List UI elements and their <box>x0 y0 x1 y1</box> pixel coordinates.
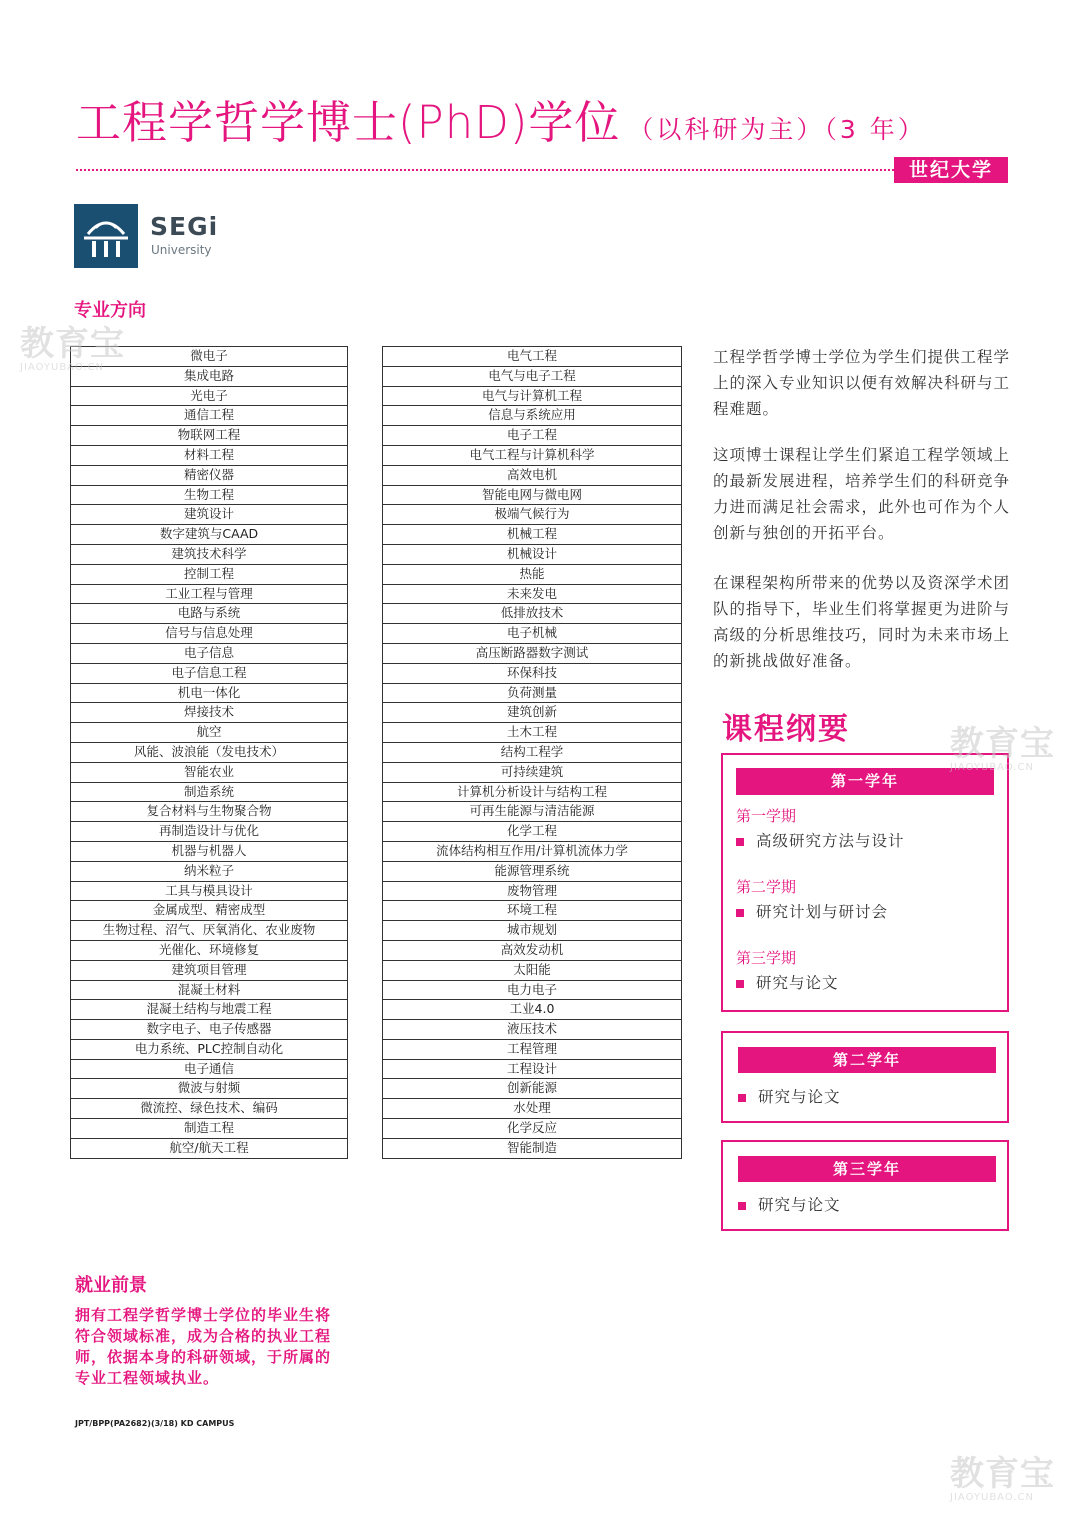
specialization-cell: 生物工程 <box>71 485 348 505</box>
specialization-cell: 可持续建筑 <box>383 762 682 782</box>
specialization-cell: 电气与电子工程 <box>383 366 682 386</box>
table-row <box>383 960 682 980</box>
specialization-cell: 航空 <box>71 723 348 743</box>
specialization-cell: 混凝土结构与地震工程 <box>71 1000 348 1020</box>
table-row <box>383 584 682 604</box>
table-row <box>71 940 348 960</box>
specialization-cell: 数字电子、电子传感器 <box>71 1020 348 1040</box>
specialization-cell: 智能电网与微电网 <box>383 485 682 505</box>
specialization-cell: 制造工程 <box>71 1119 348 1139</box>
table-row <box>383 465 682 485</box>
specialization-cell: 计算机分析设计与结构工程 <box>383 782 682 802</box>
specialization-cell: 机械工程 <box>383 525 682 545</box>
table-row <box>383 604 682 624</box>
logo-subtitle: University <box>151 243 212 257</box>
specialization-cell: 复合材料与生物聚合物 <box>71 802 348 822</box>
table-row <box>383 485 682 505</box>
specialization-cell: 高压断路器数字测试 <box>383 643 682 663</box>
specialization-cell: 控制工程 <box>71 564 348 584</box>
table-row <box>383 782 682 802</box>
table-row <box>71 406 348 426</box>
table-row <box>71 643 348 663</box>
title-main: 工程学哲学博士(PhD)学位 <box>76 96 621 149</box>
table-row <box>383 861 682 881</box>
specialization-cell: 再制造设计与优化 <box>71 822 348 842</box>
specialization-cell: 工具与模具设计 <box>71 881 348 901</box>
specialization-cell: 电力系统、PLC控制自动化 <box>71 1039 348 1059</box>
specialization-cell: 建筑项目管理 <box>71 960 348 980</box>
specialization-cell: 机器与机器人 <box>71 841 348 861</box>
specialization-cell: 太阳能 <box>383 960 682 980</box>
table-row <box>71 1099 348 1119</box>
table-row <box>383 1099 682 1119</box>
year-2-item <box>738 1085 841 1107</box>
term-3-item <box>736 971 839 993</box>
specialization-cell: 结构工程学 <box>383 742 682 762</box>
specialization-cell: 航空/航天工程 <box>71 1138 348 1158</box>
description-paragraph: 工程学哲学博士学位为学生们提供工程学上的深入专业知识以便有效解决科研与工程难题。 <box>713 348 1011 418</box>
table-row <box>383 1079 682 1099</box>
specialization-cell: 创新能源 <box>383 1079 682 1099</box>
table-row <box>383 1119 682 1139</box>
table-row <box>383 1020 682 1040</box>
year-1-box <box>721 753 1009 1012</box>
specialization-cell: 集成电路 <box>71 366 348 386</box>
specializations-table-left <box>70 346 348 1159</box>
specialization-cell: 电子通信 <box>71 1059 348 1079</box>
specialization-cell: 混凝土材料 <box>71 980 348 1000</box>
specialization-cell: 数字建筑与CAAD <box>71 525 348 545</box>
table-row <box>71 1020 348 1040</box>
specialization-cell: 电子工程 <box>383 426 682 446</box>
bullet-icon <box>738 1094 746 1102</box>
specialization-cell: 建筑技术科学 <box>71 544 348 564</box>
specialization-cell: 未来发电 <box>383 584 682 604</box>
specialization-cell: 信息与系统应用 <box>383 406 682 426</box>
segi-logo-mark-icon <box>74 204 138 268</box>
year-3-box <box>721 1140 1009 1231</box>
table-row <box>383 703 682 723</box>
table-row <box>71 703 348 723</box>
specialization-cell: 电路与系统 <box>71 604 348 624</box>
specialization-cell: 工业工程与管理 <box>71 584 348 604</box>
bullet-icon <box>736 838 744 846</box>
table-row <box>383 663 682 683</box>
table-row <box>71 624 348 644</box>
specialization-cell: 机电一体化 <box>71 683 348 703</box>
term-1-item <box>736 829 905 851</box>
table-row <box>71 1119 348 1139</box>
table-row <box>383 940 682 960</box>
specialization-cell: 化学反应 <box>383 1119 682 1139</box>
table-row <box>71 1059 348 1079</box>
bullet-icon <box>738 1202 746 1210</box>
table-row <box>71 742 348 762</box>
specialization-cell: 电气工程与计算机科学 <box>383 445 682 465</box>
table-row <box>383 366 682 386</box>
table-row <box>383 426 682 446</box>
specialization-cell: 液压技术 <box>383 1020 682 1040</box>
table-row <box>383 1039 682 1059</box>
table-row <box>71 841 348 861</box>
table-row <box>383 624 682 644</box>
table-row <box>71 723 348 743</box>
specialization-cell: 电子信息工程 <box>71 663 348 683</box>
table-row <box>71 1079 348 1099</box>
table-row <box>383 901 682 921</box>
specialization-cell: 负荷测量 <box>383 683 682 703</box>
specialization-cell: 光催化、环境修复 <box>71 940 348 960</box>
table-row <box>71 604 348 624</box>
specialization-cell: 高效电机 <box>383 465 682 485</box>
specialization-cell: 电气与计算机工程 <box>383 386 682 406</box>
specialization-cell: 微电子 <box>71 347 348 367</box>
table-row <box>383 564 682 584</box>
table-row <box>383 723 682 743</box>
specialization-cell: 化学工程 <box>383 822 682 842</box>
year-2-item-text: 研究与论文 <box>758 1088 841 1106</box>
specialization-cell: 智能制造 <box>383 1138 682 1158</box>
table-row <box>71 1000 348 1020</box>
specialization-cell: 工程管理 <box>383 1039 682 1059</box>
specialization-cell: 建筑设计 <box>71 505 348 525</box>
specialization-cell: 精密仪器 <box>71 465 348 485</box>
watermark-url: JIAOYUBAO.CN <box>950 762 1034 773</box>
university-tag: 世纪大学 <box>894 157 1008 183</box>
table-row <box>71 822 348 842</box>
specialization-cell: 建筑创新 <box>383 703 682 723</box>
specialization-cell: 机械设计 <box>383 544 682 564</box>
title-divider <box>76 169 894 171</box>
watermark-url: JIAOYUBAO.CN <box>950 1492 1034 1503</box>
table-row <box>71 564 348 584</box>
specialization-cell: 金属成型、精密成型 <box>71 901 348 921</box>
specialization-cell: 工程设计 <box>383 1059 682 1079</box>
specialization-cell: 高效发动机 <box>383 940 682 960</box>
specialization-cell: 废物管理 <box>383 881 682 901</box>
table-row <box>71 980 348 1000</box>
career-heading: 就业前景 <box>75 1275 147 1296</box>
watermark <box>950 726 1055 773</box>
table-row <box>383 1138 682 1158</box>
table-row <box>71 544 348 564</box>
table-row <box>383 347 682 367</box>
logo-name: SEGi <box>150 212 219 241</box>
table-row <box>383 1059 682 1079</box>
title-sub: （以科研为主）（3 年） <box>628 115 926 144</box>
specialization-cell: 环保科技 <box>383 663 682 683</box>
watermark-text: 教育宝 <box>950 724 1055 764</box>
specialization-cell: 电气工程 <box>383 347 682 367</box>
table-row <box>71 762 348 782</box>
year-1-label: 第一学年 <box>736 768 994 795</box>
bullet-icon <box>736 980 744 988</box>
career-text: 拥有工程学哲学博士学位的毕业生将符合领域标准，成为合格的执业工程师，依据本身的科研领域，于所属的专业工程领域执业。 <box>75 1306 332 1387</box>
specialization-cell: 电子机械 <box>383 624 682 644</box>
table-row <box>71 802 348 822</box>
table-row <box>71 445 348 465</box>
specialization-cell: 微流控、绿色技术、编码 <box>71 1099 348 1119</box>
table-row <box>71 1138 348 1158</box>
table-row <box>71 683 348 703</box>
specialization-cell: 通信工程 <box>71 406 348 426</box>
description-paragraph: 这项博士课程让学生们紧追工程学领域上的最新发展进程，培养学生们的科研竞争力进而满足社会需求，此外也可作为个人创新与独创的开拓平台。 <box>713 446 1011 542</box>
table-row <box>383 762 682 782</box>
specialization-cell: 城市规划 <box>383 921 682 941</box>
table-row <box>383 921 682 941</box>
table-row <box>383 742 682 762</box>
table-row <box>71 1039 348 1059</box>
specialization-cell: 焊接技术 <box>71 703 348 723</box>
table-row <box>383 881 682 901</box>
table-row <box>71 485 348 505</box>
specialization-cell: 光电子 <box>71 386 348 406</box>
table-row <box>71 386 348 406</box>
term-2-item <box>736 900 888 922</box>
table-row <box>71 584 348 604</box>
table-row <box>71 663 348 683</box>
table-row <box>71 426 348 446</box>
year-2-label: 第二学年 <box>738 1047 996 1073</box>
table-row <box>71 505 348 525</box>
table-row <box>71 782 348 802</box>
specialization-cell: 风能、波浪能（发电技术） <box>71 742 348 762</box>
specialization-cell: 低排放技术 <box>383 604 682 624</box>
year-2-box <box>721 1031 1009 1123</box>
table-row <box>383 841 682 861</box>
page-title <box>76 96 926 150</box>
specialization-cell: 微波与射频 <box>71 1079 348 1099</box>
table-row <box>71 901 348 921</box>
term-2-item-text: 研究计划与研讨会 <box>756 903 889 921</box>
specialization-cell: 智能农业 <box>71 762 348 782</box>
specialization-cell: 制造系统 <box>71 782 348 802</box>
term-3-label: 第三学期 <box>736 949 797 967</box>
watermark <box>950 1456 1055 1503</box>
specialization-cell: 流体结构相互作用/计算机流体力学 <box>383 841 682 861</box>
syllabus-heading: 课程纲要 <box>722 712 850 747</box>
specialization-cell: 信号与信息处理 <box>71 624 348 644</box>
watermark-url: JIAOYUBAO.CN <box>20 362 104 373</box>
description-paragraph: 在课程架构所带来的优势以及资深学术团队的指导下，毕业生们将掌握更为进阶与高级的分析思维技巧，同时为未来市场上的新挑战做好准备。 <box>713 574 1011 670</box>
specialization-cell: 材料工程 <box>71 445 348 465</box>
term-1-item-text: 高级研究方法与设计 <box>756 832 905 850</box>
table-row <box>71 921 348 941</box>
specialization-cell: 极端气候行为 <box>383 505 682 525</box>
specialization-cell: 能源管理系统 <box>383 861 682 881</box>
term-2-label: 第二学期 <box>736 878 797 896</box>
table-row <box>383 643 682 663</box>
table-row <box>383 525 682 545</box>
bullet-icon <box>736 909 744 917</box>
year-3-label: 第三学年 <box>738 1156 996 1182</box>
table-row <box>383 544 682 564</box>
table-row <box>71 465 348 485</box>
watermark <box>20 326 125 373</box>
table-row <box>71 525 348 545</box>
specialization-cell: 纳米粒子 <box>71 861 348 881</box>
table-row <box>383 822 682 842</box>
term-1-label: 第一学期 <box>736 807 797 825</box>
watermark-text: 教育宝 <box>950 1454 1055 1494</box>
table-row <box>383 802 682 822</box>
table-row <box>383 445 682 465</box>
year-3-item-text: 研究与论文 <box>758 1196 841 1214</box>
specialization-cell: 电力电子 <box>383 980 682 1000</box>
table-row <box>383 505 682 525</box>
table-row <box>383 980 682 1000</box>
footer-code: JPT/BPP(PA2682)(3/18) KD CAMPUS <box>75 1419 235 1428</box>
specialization-cell: 工业4.0 <box>383 1000 682 1020</box>
table-row <box>71 861 348 881</box>
specializations-heading: 专业方向 <box>74 300 146 321</box>
specialization-cell: 土木工程 <box>383 723 682 743</box>
specialization-cell: 水处理 <box>383 1099 682 1119</box>
table-row <box>71 960 348 980</box>
table-row <box>383 406 682 426</box>
specialization-cell: 生物过程、沼气、厌氧消化、农业废物 <box>71 921 348 941</box>
table-row <box>71 881 348 901</box>
table-row <box>383 1000 682 1020</box>
specialization-cell: 物联网工程 <box>71 426 348 446</box>
segi-logo <box>74 204 224 268</box>
specializations-table-right <box>382 346 682 1159</box>
specialization-cell: 热能 <box>383 564 682 584</box>
table-row <box>383 386 682 406</box>
specialization-cell: 电子信息 <box>71 643 348 663</box>
specialization-cell: 环境工程 <box>383 901 682 921</box>
specialization-cell: 可再生能源与清洁能源 <box>383 802 682 822</box>
year-3-item <box>738 1193 841 1215</box>
term-3-item-text: 研究与论文 <box>756 974 839 992</box>
watermark-text: 教育宝 <box>20 324 125 364</box>
table-row <box>383 683 682 703</box>
